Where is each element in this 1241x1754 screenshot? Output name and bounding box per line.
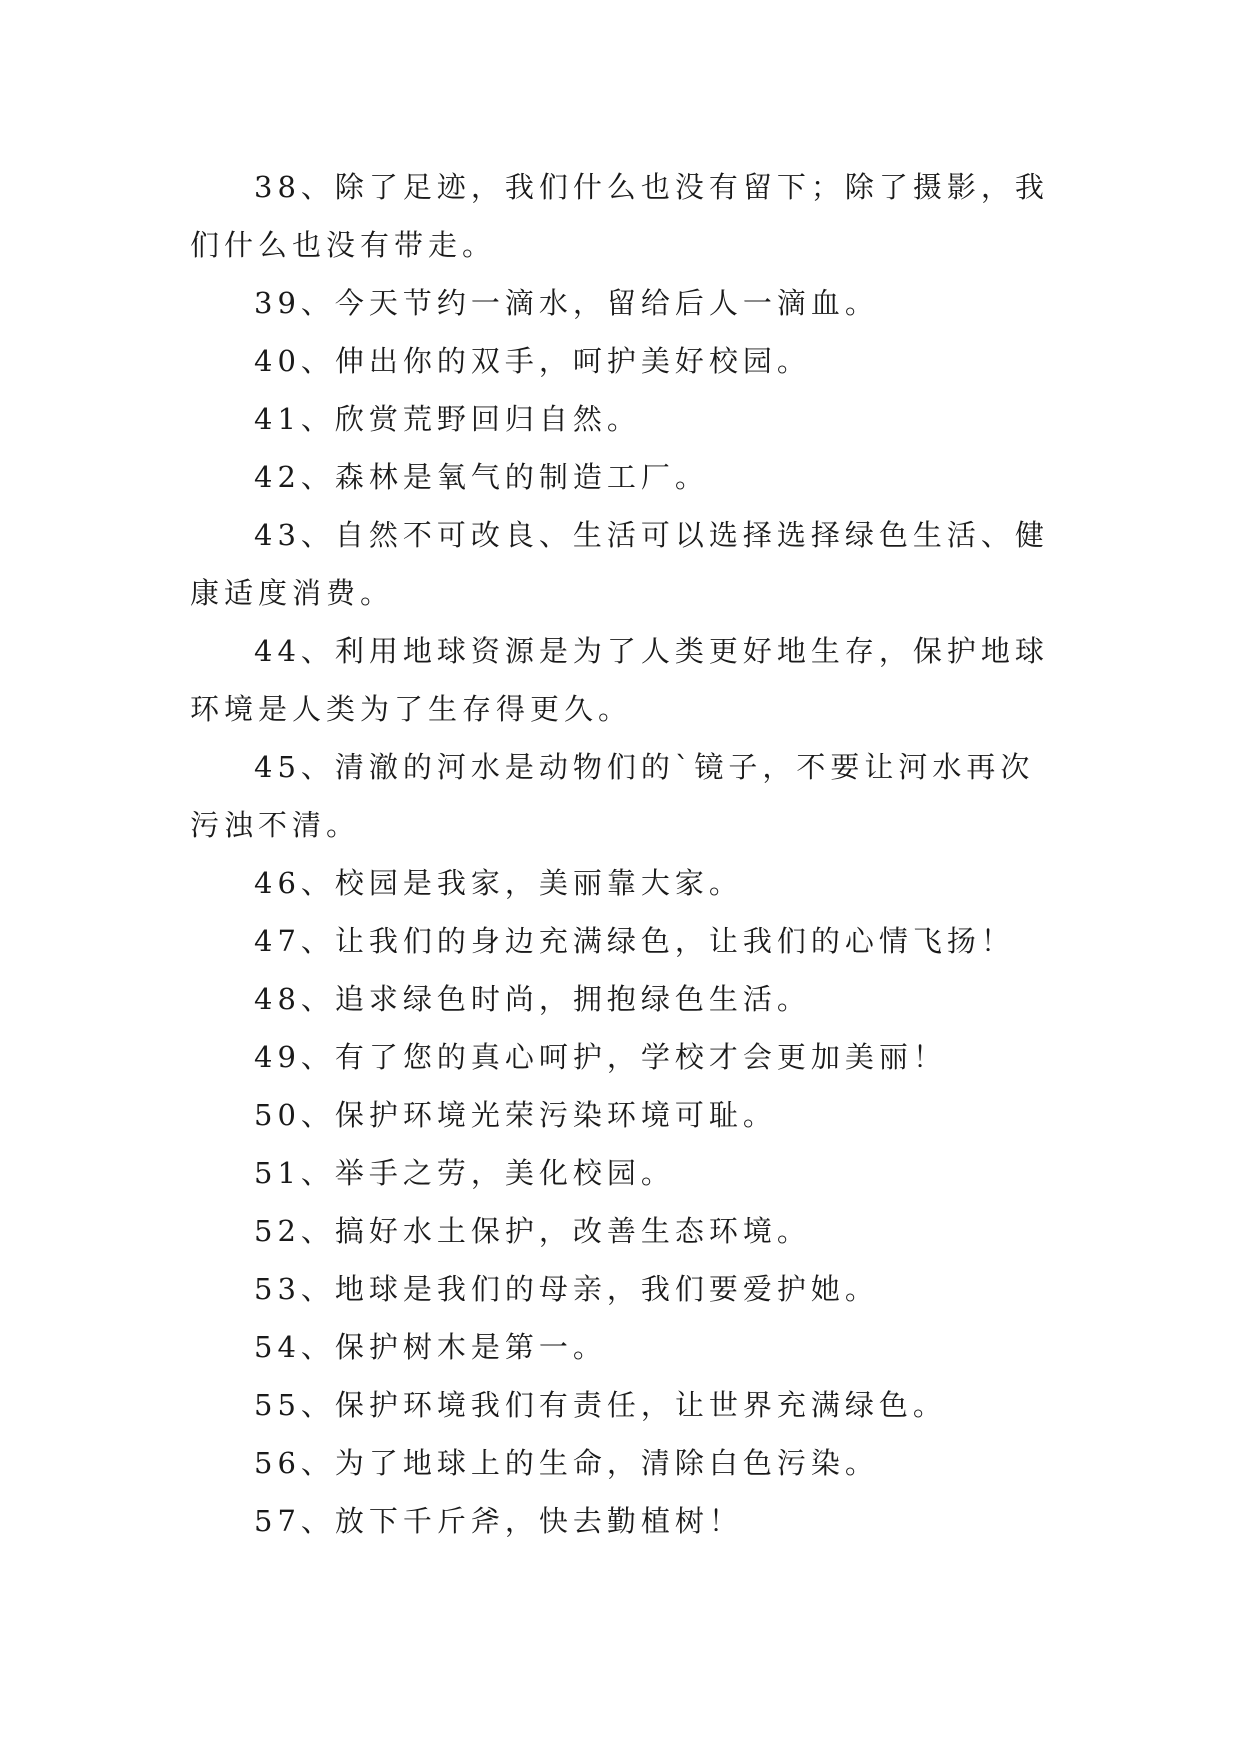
list-item: 45、清澈的河水是动物们的`镜子，不要让河水再次污浊不清。: [190, 750, 1035, 842]
list-item: 51、举手之劳，美化校园。: [254, 1156, 675, 1190]
list-item: 43、自然不可改良、生活可以选择选择绿色生活、健康适度消费。: [190, 518, 1049, 610]
list-item: 53、地球是我们的母亲，我们要爱护她。: [254, 1272, 879, 1306]
list-item: 57、放下千斤斧，快去勤植树！: [254, 1504, 743, 1538]
list-item: 48、追求绿色时尚，拥抱绿色生活。: [254, 982, 811, 1016]
list-item: 39、今天节约一滴水，留给后人一滴血。: [254, 286, 879, 320]
list-item: 56、为了地球上的生命，清除白色污染。: [254, 1446, 879, 1480]
list-item: 41、欣赏荒野回归自然。: [254, 402, 641, 436]
list-item: 42、森林是氧气的制造工厂。: [254, 460, 709, 494]
list-item: 49、有了您的真心呵护，学校才会更加美丽！: [254, 1040, 947, 1074]
list-item: 38、除了足迹，我们什么也没有留下；除了摄影，我们什么也没有带走。: [190, 170, 1049, 262]
list-item: 47、让我们的身边充满绿色，让我们的心情飞扬！: [254, 924, 1015, 958]
list-item: 46、校园是我家，美丽靠大家。: [254, 866, 743, 900]
list-item: 40、伸出你的双手，呵护美好校园。: [254, 344, 811, 378]
list-item: 54、保护树木是第一。: [254, 1330, 607, 1364]
list-item: 50、保护环境光荣污染环境可耻。: [254, 1098, 777, 1132]
list-item: 55、保护环境我们有责任，让世界充满绿色。: [254, 1388, 947, 1422]
document-body: [190, 158, 1056, 1550]
list-item: 52、搞好水土保护，改善生态环境。: [254, 1214, 811, 1248]
list-item: 44、利用地球资源是为了人类更好地生存，保护地球环境是人类为了生存得更久。: [190, 634, 1049, 726]
